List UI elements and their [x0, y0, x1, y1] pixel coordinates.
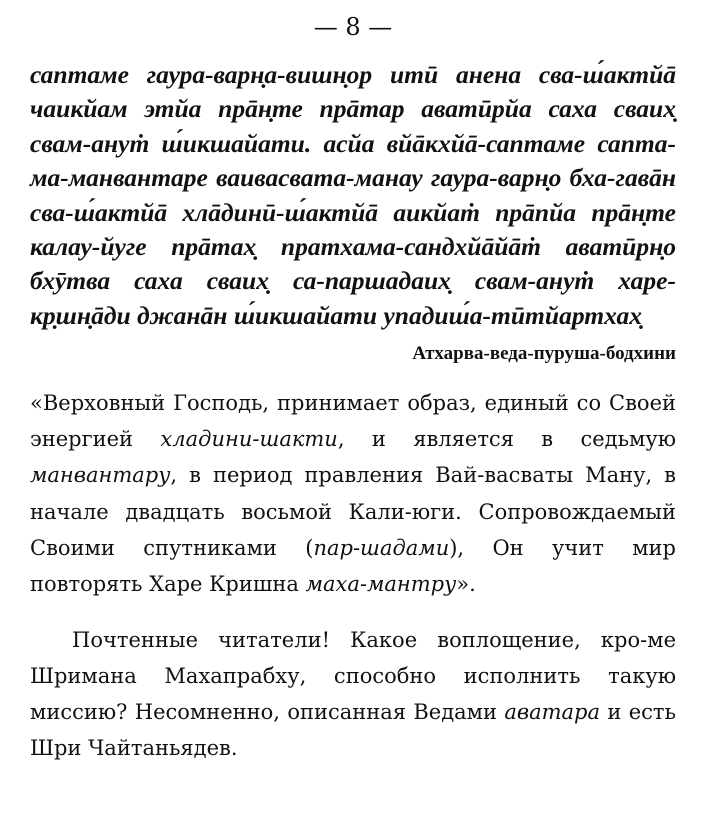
verse-source: Атхарва-веда-пуруша-бодхини [412, 343, 676, 365]
quote-term: пар-шадами [313, 535, 450, 560]
page-number: — 8 — [313, 13, 393, 41]
verse-translation [30, 385, 676, 602]
quote-term: манвантару [30, 463, 171, 488]
quote-term: маха-мантру [305, 571, 457, 596]
paragraph-text: Почтенные читатели! Какое воплощение, кро-ме Шримана Махапрабху, способно исполнить такую миссию? Несомненно, описанная Ведами [30, 627, 676, 724]
quote-text: «Верховный Господь, принимает образ, единый со Своей энергией [30, 391, 676, 452]
body-paragraph [30, 622, 676, 766]
paragraph-text: и есть Шри Чайтаньядев. [30, 700, 676, 761]
quote-term: хладини-шакти [160, 427, 338, 452]
quote-text: , в период правления Вай-васваты Ману, в начале двадцать восьмой Кали-юги. Сопровождаемый Своими спутниками ( [30, 463, 676, 560]
sanskrit-verse: саптаме гаура-варн̣а-вишн̣ор итӣ анена сва-ш́актйā чаикйам этйа прāн̣те прāтар аватӣрйа саха сваих̣ свам-ануṁ ш́икшайати. асйа вйāкхйā-саптаме сапта-ма-манвантаре ваивасвата-манау гаура-варн̣о бха-гавāн сва-ш́актйā хлāдинӣ-ш́актйā аикйаṁ прāпйа прāн̣те калау-йуге прāтах̣ пратхама-сандхйāйāṁ аватӣрн̣о бхӯтва саха сваих̣ са-паршадаих̣ свам-ануṁ харе-кр̣шн̣āди джанāн ш́икшайати упадиш́а-тӣтйартхах̣ [30, 60, 676, 330]
quote-text: ), Он учит мир повторять Харе Кришна [30, 535, 676, 596]
book-page [30, 0, 676, 766]
quote-text: ». [456, 571, 476, 596]
paragraph-term: аватара [504, 700, 601, 724]
quote-text: , и является в седьмую [337, 427, 677, 452]
